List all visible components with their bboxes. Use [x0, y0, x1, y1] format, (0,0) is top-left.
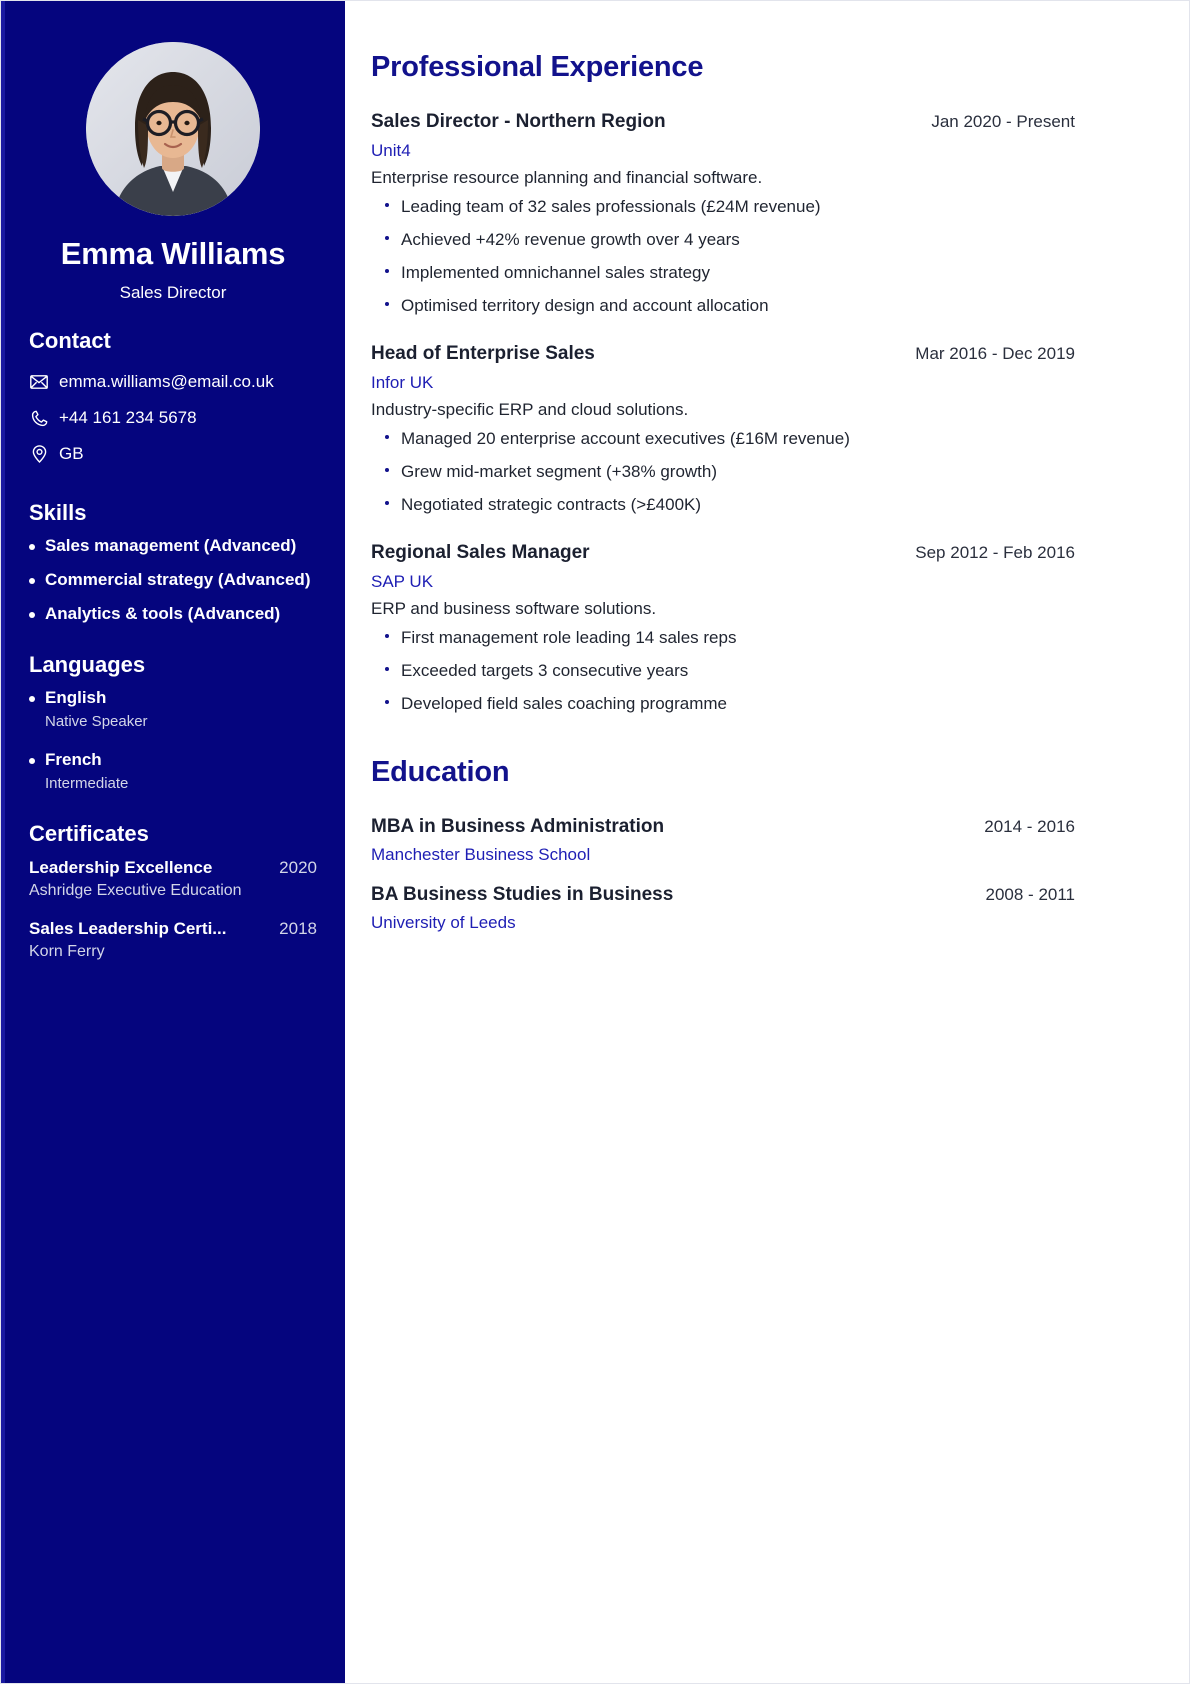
job-company: Unit4: [371, 141, 411, 160]
skills-list: [23, 536, 323, 624]
languages-list: [23, 688, 323, 793]
job-highlight: Exceeded targets 3 consecutive years: [371, 660, 1075, 681]
certificate-header: [29, 918, 317, 939]
contact-email[interactable]: [23, 364, 323, 400]
education-heading: Education: [371, 756, 510, 788]
job-highlights: [371, 428, 1075, 515]
skills-heading: Skills: [29, 500, 87, 525]
skill-item: Sales management (Advanced): [23, 536, 323, 556]
language-level: Intermediate: [45, 775, 129, 792]
degree-title: BA Business Studies in Business: [371, 884, 674, 905]
contact-email-value: emma.williams@email.co.uk: [59, 372, 274, 391]
language-name: French: [45, 750, 102, 769]
education-entry-header: [371, 883, 1075, 907]
degree-dates: 2008 - 2011: [985, 885, 1075, 904]
certificate-name: Sales Leadership Certi...: [29, 919, 227, 938]
school-name: Manchester Business School: [371, 845, 591, 864]
job-title: Head of Enterprise Sales: [371, 343, 595, 364]
job-highlight: Optimised territory design and account allocation: [371, 295, 1075, 316]
experience-entry: [371, 541, 1075, 714]
certificate-item: [23, 918, 323, 962]
profile-photo-image: [86, 42, 260, 216]
certificate-issuer: Korn Ferry: [29, 943, 105, 960]
languages-heading: Languages: [29, 652, 146, 677]
language-item: [23, 688, 323, 731]
job-dates: Sep 2012 - Feb 2016: [915, 543, 1075, 562]
person-role: Sales Director: [119, 283, 227, 302]
phone-icon: [29, 410, 49, 427]
experience-entry: [371, 342, 1075, 515]
envelope-icon: [29, 375, 49, 389]
job-highlights: [371, 196, 1075, 316]
job-company: Infor UK: [371, 373, 434, 392]
job-dates: Jan 2020 - Present: [931, 112, 1075, 131]
language-level: Native Speaker: [45, 713, 148, 730]
education-entry: [371, 815, 1075, 867]
location-pin-icon: [29, 445, 49, 463]
avatar: [86, 42, 260, 216]
job-company: SAP UK: [371, 572, 434, 591]
job-title: Regional Sales Manager: [371, 542, 590, 563]
language-name: English: [45, 688, 107, 707]
education-entry-header: [371, 815, 1075, 839]
language-item: [23, 750, 323, 793]
contact-phone-value: +44 161 234 5678: [59, 408, 197, 427]
sidebar: [1, 1, 345, 1683]
contact-location-value: GB: [59, 444, 84, 463]
avatar-container: [1, 1, 345, 216]
degree-title: MBA in Business Administration: [371, 816, 665, 837]
job-description: Industry-specific ERP and cloud solutions.: [371, 400, 689, 419]
school-name: University of Leeds: [371, 913, 516, 932]
job-highlight: Negotiated strategic contracts (>£400K): [371, 494, 1075, 515]
job-dates: Mar 2016 - Dec 2019: [915, 344, 1075, 363]
job-highlights: [371, 627, 1075, 714]
certificate-item: [23, 857, 323, 901]
job-highlight: Leading team of 32 sales professionals (£24M revenue): [371, 196, 1075, 217]
person-name: Emma Williams: [60, 236, 286, 271]
skill-item: Commercial strategy (Advanced): [23, 570, 323, 590]
education-entry: [371, 883, 1075, 935]
languages-section: [1, 652, 345, 793]
contact-location: [23, 436, 323, 472]
experience-entry-header: [371, 342, 1075, 366]
job-highlight: Grew mid-market segment (+38% growth): [371, 461, 1075, 482]
contact-section: [1, 328, 345, 472]
job-highlight: Managed 20 enterprise account executives (£16M revenue): [371, 428, 1075, 449]
job-description: Enterprise resource planning and financial software.: [371, 168, 763, 187]
experience-entry: [371, 110, 1075, 316]
job-description: ERP and business software solutions.: [371, 599, 657, 618]
certificate-header: [29, 857, 317, 878]
experience-heading: Professional Experience: [371, 51, 704, 83]
experience-entry-header: [371, 110, 1075, 134]
degree-dates: 2014 - 2016: [984, 817, 1075, 836]
job-highlight: Developed field sales coaching programme: [371, 693, 1075, 714]
main-content: [345, 1, 1189, 1683]
job-highlight: Implemented omnichannel sales strategy: [371, 262, 1075, 283]
certificates-section: [1, 821, 345, 962]
experience-entry-header: [371, 541, 1075, 565]
certificate-name: Leadership Excellence: [29, 858, 213, 877]
certificate-issuer: Ashridge Executive Education: [29, 882, 242, 899]
contact-heading: Contact: [29, 328, 111, 353]
contact-phone[interactable]: [23, 400, 323, 436]
job-highlight: Achieved +42% revenue growth over 4 years: [371, 229, 1075, 250]
job-title: Sales Director - Northern Region: [371, 111, 666, 132]
skills-section: [1, 500, 345, 624]
skill-item: Analytics & tools (Advanced): [23, 604, 323, 624]
certificate-year: 2018: [279, 919, 317, 938]
certificates-heading: Certificates: [29, 821, 149, 846]
job-highlight: First management role leading 14 sales reps: [371, 627, 1075, 648]
certificate-year: 2020: [279, 858, 317, 877]
